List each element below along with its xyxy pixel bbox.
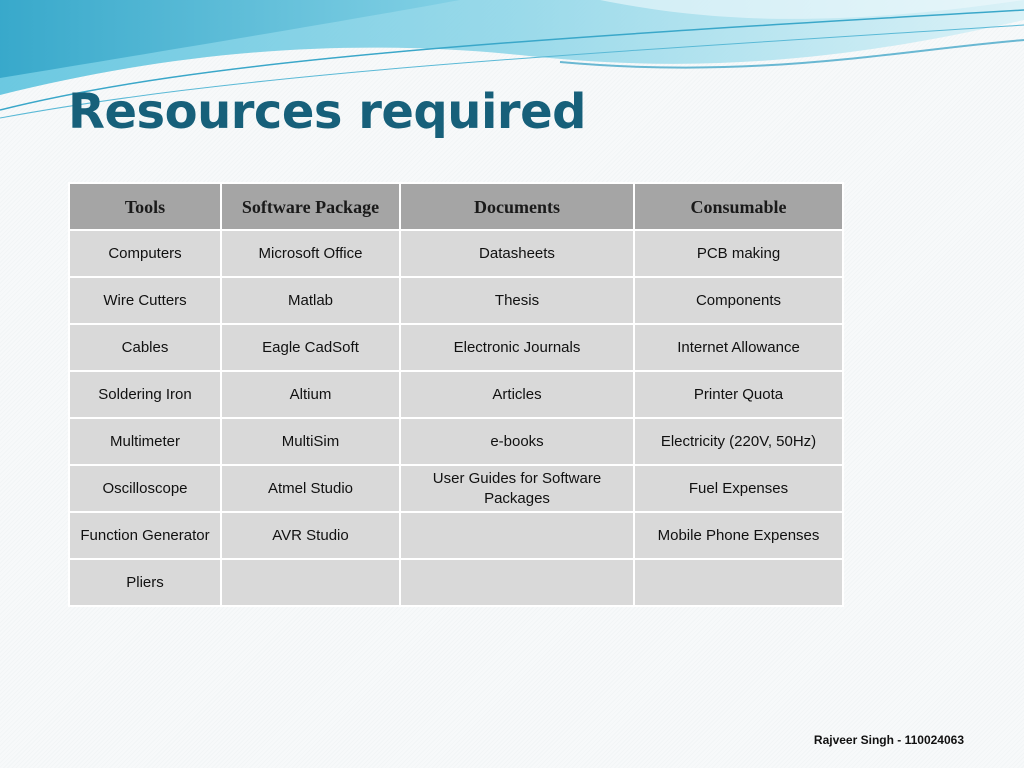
table-cell [634, 559, 843, 606]
table-row [69, 559, 843, 606]
table-cell: Internet Allowance [634, 324, 843, 371]
table-cell [221, 559, 400, 606]
table-cell: Wire Cutters [69, 277, 221, 324]
column-header-documents: Documents [400, 183, 634, 230]
table-cell: Articles [400, 371, 634, 418]
table-cell [400, 512, 634, 559]
table-cell [400, 559, 634, 606]
table-row [69, 371, 843, 418]
table-cell: Atmel Studio [221, 465, 400, 512]
table-cell: Datasheets [400, 230, 634, 277]
table-cell: Altium [221, 371, 400, 418]
table-cell: Electronic Journals [400, 324, 634, 371]
table-cell: User Guides for Software Packages [400, 465, 634, 512]
table-cell: Components [634, 277, 843, 324]
table-cell: Pliers [69, 559, 221, 606]
table-row [69, 230, 843, 277]
table-row [69, 324, 843, 371]
table-cell: Eagle CadSoft [221, 324, 400, 371]
table-cell: Computers [69, 230, 221, 277]
table-cell: Function Generator [69, 512, 221, 559]
table-row [69, 512, 843, 559]
table-row [69, 277, 843, 324]
table-cell: Fuel Expenses [634, 465, 843, 512]
table-cell: Multimeter [69, 418, 221, 465]
slide-title: Resources required [68, 84, 586, 140]
table-cell: Electricity (220V, 50Hz) [634, 418, 843, 465]
table-cell: Oscilloscope [69, 465, 221, 512]
table-cell: AVR Studio [221, 512, 400, 559]
resources-table [68, 182, 844, 607]
slide-footer-author: Rajveer Singh - 110024063 [813, 733, 964, 747]
column-header-consumable: Consumable [634, 183, 843, 230]
table-cell: Microsoft Office [221, 230, 400, 277]
table-header-row [69, 183, 843, 230]
table-cell: PCB making [634, 230, 843, 277]
table-cell: Soldering Iron [69, 371, 221, 418]
column-header-software-package: Software Package [221, 183, 400, 230]
table-cell: Printer Quota [634, 371, 843, 418]
table-row [69, 465, 843, 512]
table-cell: Cables [69, 324, 221, 371]
table-cell: e-books [400, 418, 634, 465]
table-cell: MultiSim [221, 418, 400, 465]
column-header-tools: Tools [69, 183, 221, 230]
table-cell: Mobile Phone Expenses [634, 512, 843, 559]
table-cell: Matlab [221, 277, 400, 324]
table-row [69, 418, 843, 465]
table-cell: Thesis [400, 277, 634, 324]
